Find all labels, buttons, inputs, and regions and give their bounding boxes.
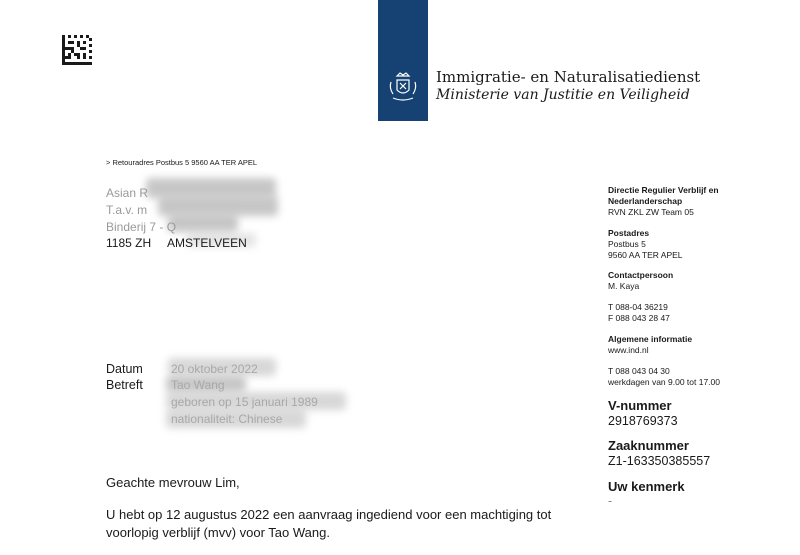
kenmerk-value: - bbox=[608, 494, 613, 508]
recipient-line-1: Asian R bbox=[106, 186, 149, 200]
datum-value: 20 oktober 2022 bbox=[171, 362, 258, 376]
organization-name: Immigratie- en Naturalisatiedienst bbox=[436, 68, 701, 86]
website-link[interactable]: www.ind.nl bbox=[608, 345, 649, 355]
department-line-2: Nederlanderschap bbox=[608, 196, 683, 206]
contact-phone: T 088-04 36219 bbox=[608, 302, 668, 312]
info-label: Algemene informatie bbox=[608, 334, 693, 344]
ministry-name: Ministerie van Justitie en Veiligheid bbox=[436, 87, 690, 103]
info-hours: werkdagen van 9.00 tot 17.00 bbox=[608, 377, 720, 387]
betreft-line-3: nationaliteit: Chinese bbox=[171, 412, 283, 426]
postadres-line-2: 9560 AA TER APEL bbox=[608, 250, 683, 260]
redaction-mark bbox=[168, 214, 238, 232]
datum-label: Datum bbox=[106, 362, 143, 376]
recipient-city: AMSTELVEEN bbox=[167, 236, 247, 250]
betreft-line-2: geboren op 15 januari 1989 bbox=[171, 395, 318, 409]
betreft-line-1: Tao Wang bbox=[171, 378, 225, 392]
salutation: Geachte mevrouw Lim, bbox=[106, 475, 240, 490]
postadres-label: Postadres bbox=[608, 228, 650, 238]
redaction-mark bbox=[146, 178, 276, 198]
recipient-line-3: Binderij 7 - Q bbox=[106, 220, 177, 234]
kenmerk-label: Uw kenmerk bbox=[608, 479, 685, 494]
betreft-label: Betreft bbox=[106, 378, 143, 392]
department-line-1: Directie Regulier Verblijf en bbox=[608, 185, 719, 195]
recipient-postcode: 1185 ZH bbox=[106, 236, 152, 250]
datamatrix-code bbox=[62, 35, 92, 65]
return-address: > Retouradres Postbus 5 9560 AA TER APEL bbox=[106, 158, 257, 167]
vnummer-value: 2918769373 bbox=[608, 414, 678, 428]
team-name: RVN ZKL ZW Team 05 bbox=[608, 207, 694, 217]
vnummer-label: V-nummer bbox=[608, 398, 672, 413]
coat-of-arms-icon bbox=[383, 68, 423, 108]
contact-name: M. Kaya bbox=[608, 281, 640, 291]
info-phone: T 088 043 04 30 bbox=[608, 366, 670, 376]
zaaknummer-value: Z1-163350385557 bbox=[608, 454, 711, 468]
redaction-mark bbox=[158, 196, 278, 216]
recipient-line-2: T.a.v. m bbox=[106, 203, 148, 217]
zaaknummer-label: Zaaknummer bbox=[608, 438, 689, 453]
body-line-2: voorlopig verblijf (mvv) voor Tao Wang. bbox=[106, 525, 330, 540]
body-line-1: U hebt op 12 augustus 2022 een aanvraag ingediend voor een machtiging tot bbox=[106, 507, 552, 522]
contact-fax: F 088 043 28 47 bbox=[608, 313, 670, 323]
postadres-line-1: Postbus 5 bbox=[608, 239, 646, 249]
contact-label: Contactpersoon bbox=[608, 270, 674, 280]
